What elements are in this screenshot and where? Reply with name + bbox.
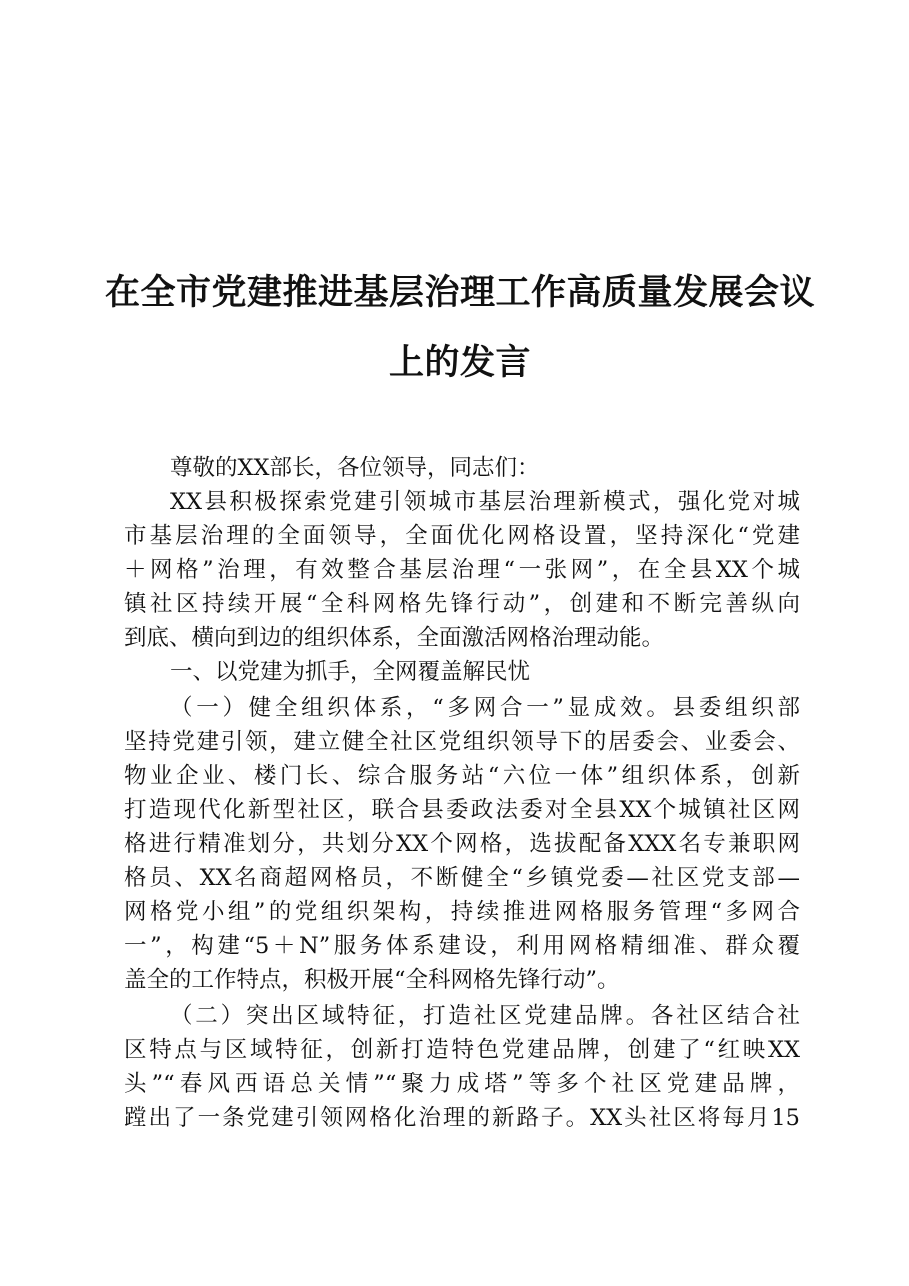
paragraph-organization [124, 691, 800, 997]
paragraph-line: 格进行精准划分，共划分XX个网格，选拔配备XXX名专兼职网 [124, 831, 800, 857]
paragraph-line: 打造现代化新型社区，联合县委政法委对全县XX个城镇社区网 [124, 797, 800, 823]
paragraph-line: ＋网格”治理，有效整合基层治理“一张网”，在全县XX个城 [124, 557, 800, 583]
paragraph-intro [124, 485, 800, 655]
paragraph-line: （二）突出区域特征，打造社区党建品牌。各社区结合社 [170, 1003, 800, 1029]
paragraph-line: XX县积极探索党建引领城市基层治理新模式，强化党对城 [170, 489, 800, 515]
paragraph-line: 到底、横向到边的组织体系，全面激活网格治理动能。 [124, 625, 665, 651]
paragraph-line: 一”，构建“5＋N”服务体系建设，利用网格精细准、群众覆 [124, 933, 800, 959]
document-body [124, 451, 800, 1135]
paragraph-line: 区特点与区域特征，创新打造特色党建品牌，创建了“红映XX [124, 1037, 800, 1063]
paragraph-line: 网格党小组”的党组织架构，持续推进网格服务管理“多网合 [124, 899, 800, 925]
title-line-2: 上的发言 [388, 343, 531, 383]
paragraph-line: 头”“春风西语总关情”“聚力成塔”等多个社区党建品牌， [124, 1071, 800, 1097]
section-heading-1: 一、以党建为抓手，全网覆盖解民忧 [170, 659, 531, 685]
paragraph-line: 坚持党建引领，建立健全社区党组织领导下的居委会、业委会、 [124, 729, 800, 755]
paragraph-line: 物业企业、楼门长、综合服务站“六位一体”组织体系，创新 [124, 763, 800, 789]
title-line-1: 在全市党建推进基层治理工作高质量发展会议 [104, 273, 815, 313]
paragraph-line: 蹚出了一条党建引领网格化治理的新路子。XX头社区将每月15 [124, 1105, 800, 1131]
paragraph-line: 镇社区持续开展“全科网格先锋行动”，创建和不断完善纵向 [124, 591, 800, 617]
salutation: 尊敬的XX部长，各位领导，同志们： [170, 455, 540, 481]
document-title [100, 258, 820, 398]
paragraph-line: 盖全的工作特点，积极开展“全科网格先锋行动”。 [124, 967, 620, 993]
paragraph-branding [124, 999, 800, 1135]
paragraph-line: （一）健全组织体系，“多网合一”显成效。县委组织部 [170, 695, 800, 721]
paragraph-line: 市基层治理的全面领导，全面优化网格设置，坚持深化“党建 [124, 523, 800, 549]
paragraph-line: 格员、XX名商超网格员，不断健全“乡镇党委—社区党支部— [124, 865, 800, 891]
